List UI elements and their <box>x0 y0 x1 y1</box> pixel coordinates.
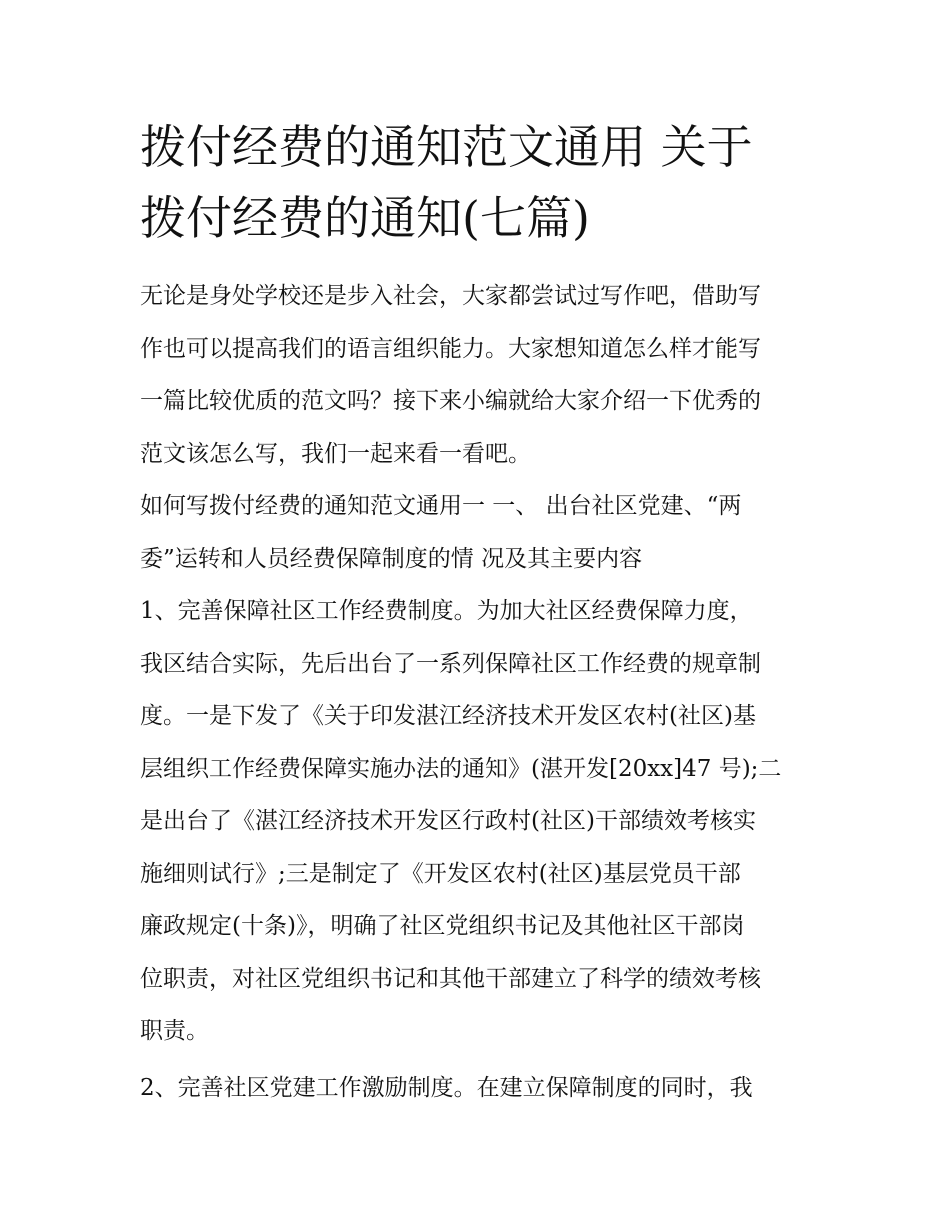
title-line-2: 拨付经费的通知(七篇) <box>140 191 590 245</box>
text-line: 范文该怎么写，我们一起来看一看吧。 <box>140 440 531 467</box>
text-line: 我区结合实际，先后出台了一系列保障社区工作经费的规章制 <box>140 650 761 677</box>
text-line: 1、完善保障社区工作经费制度。为加大社区经费保障力度， <box>140 598 753 624</box>
text-line: 层组织工作经费保障实施办法的通知》(湛开发[20xx]47 号);二 <box>140 755 782 782</box>
text-line: 一篇比较优质的范文吗？接下来小编就给大家介绍一下优秀的 <box>140 388 761 414</box>
title-line-1: 拨付经费的通知范文通用 关于 <box>140 120 753 174</box>
text-line: 职责。 <box>140 1018 209 1044</box>
text-line: 廉政规定(十条)》，明确了社区党组织书记及其他社区干部岗 <box>140 913 745 939</box>
paragraph-item-2 <box>140 1062 812 1115</box>
document-body <box>140 270 812 1114</box>
text-line: 2、完善社区党建工作激励制度。在建立保障制度的同时，我 <box>140 1074 753 1101</box>
paragraph-heading-one <box>140 480 812 585</box>
text-line: 是出台了《湛江经济技术开发区行政村(社区)干部绩效考核实 <box>140 808 756 834</box>
text-line: 委”运转和人员经费保障制度的情 况及其主要内容 <box>140 545 643 572</box>
text-line: 施细则试行》;三是制定了《开发区农村(社区)基层党员干部 <box>140 860 741 887</box>
text-line: 如何写拨付经费的通知范文通用一 一、 出台社区党建、“两 <box>140 493 742 519</box>
paragraph-intro <box>140 270 812 480</box>
text-line: 作也可以提高我们的语言组织能力。大家想知道怎么样才能写 <box>140 335 761 362</box>
text-line: 无论是身处学校还是步入社会，大家都尝试过写作吧，借助写 <box>140 283 761 309</box>
document-title <box>140 112 812 254</box>
document-page <box>140 112 812 1114</box>
text-line: 度。一是下发了《关于印发湛江经济技术开发区农村(社区)基 <box>140 703 756 729</box>
paragraph-item-1 <box>140 585 812 1058</box>
text-line: 位职责，对社区党组织书记和其他干部建立了科学的绩效考核 <box>140 965 761 992</box>
